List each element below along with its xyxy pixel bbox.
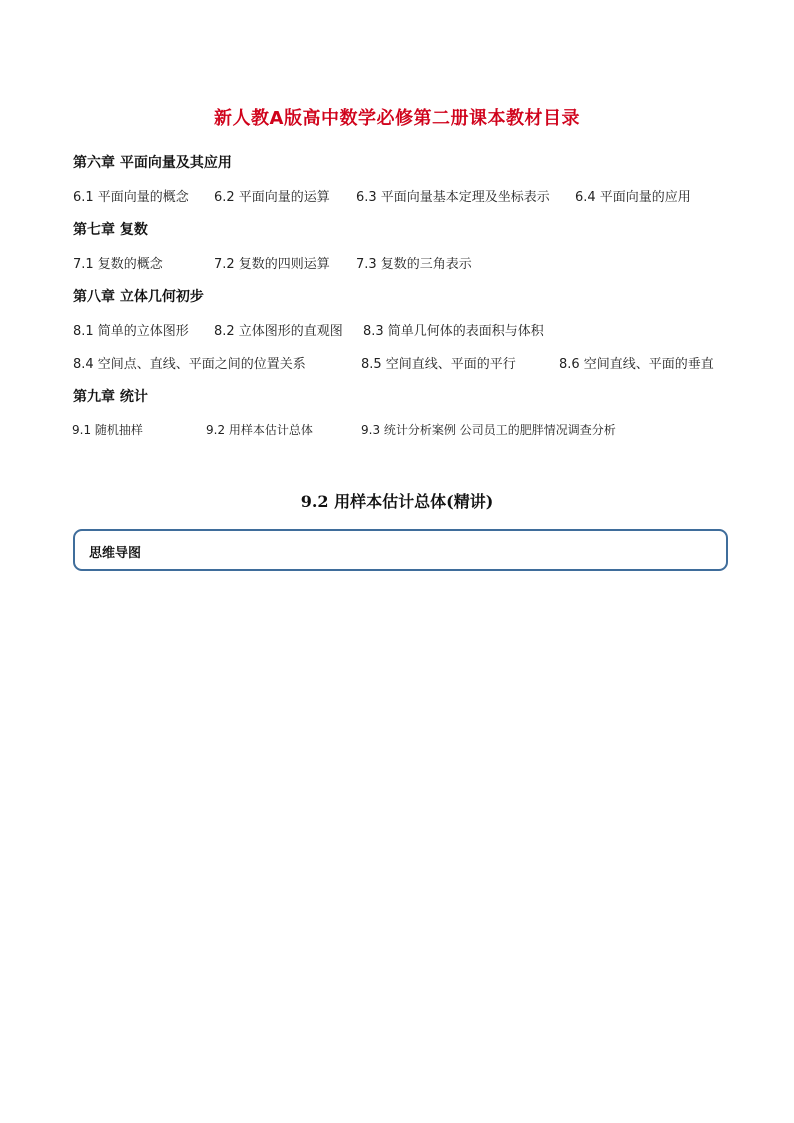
section-7-1: 7.1 复数的概念 — [73, 257, 163, 272]
section-8-5: 8.5 空间直线、平面的平行 — [361, 357, 516, 372]
section-9-1: 9.1 随机抽样 — [72, 423, 143, 437]
section-9-3: 9.3 统计分析案例 公司员工的肥胖情况调查分析 — [361, 423, 616, 437]
section-9-2: 9.2 用样本估计总体 — [206, 423, 313, 437]
section-6-1: 6.1 平面向量的概念 — [73, 190, 189, 205]
document-title: 新人教A版高中数学必修第二册课本教材目录 — [214, 108, 580, 129]
section-6-3: 6.3 平面向量基本定理及坐标表示 — [356, 190, 550, 205]
chapter-8-heading: 第八章 立体几何初步 — [73, 289, 204, 305]
mindmap-box — [73, 529, 728, 571]
chapter-7-heading: 第七章 复数 — [73, 222, 148, 238]
section-8-3: 8.3 简单几何体的表面积与体积 — [363, 324, 544, 339]
section-8-1: 8.1 简单的立体图形 — [73, 324, 189, 339]
section-8-2: 8.2 立体图形的直观图 — [214, 324, 343, 339]
chapter-9-heading: 第九章 统计 — [73, 389, 148, 405]
section-7-2: 7.2 复数的四则运算 — [214, 257, 330, 272]
lesson-title: 9.2 用样本估计总体(精讲) — [300, 492, 494, 511]
section-6-4: 6.4 平面向量的应用 — [575, 190, 691, 205]
section-8-4: 8.4 空间点、直线、平面之间的位置关系 — [73, 357, 306, 372]
section-6-2: 6.2 平面向量的运算 — [214, 190, 330, 205]
section-8-6: 8.6 空间直线、平面的垂直 — [559, 357, 714, 372]
section-7-3: 7.3 复数的三角表示 — [356, 257, 472, 272]
mindmap-label: 思维导图 — [89, 546, 142, 561]
chapter-6-heading: 第六章 平面向量及其应用 — [73, 155, 232, 171]
